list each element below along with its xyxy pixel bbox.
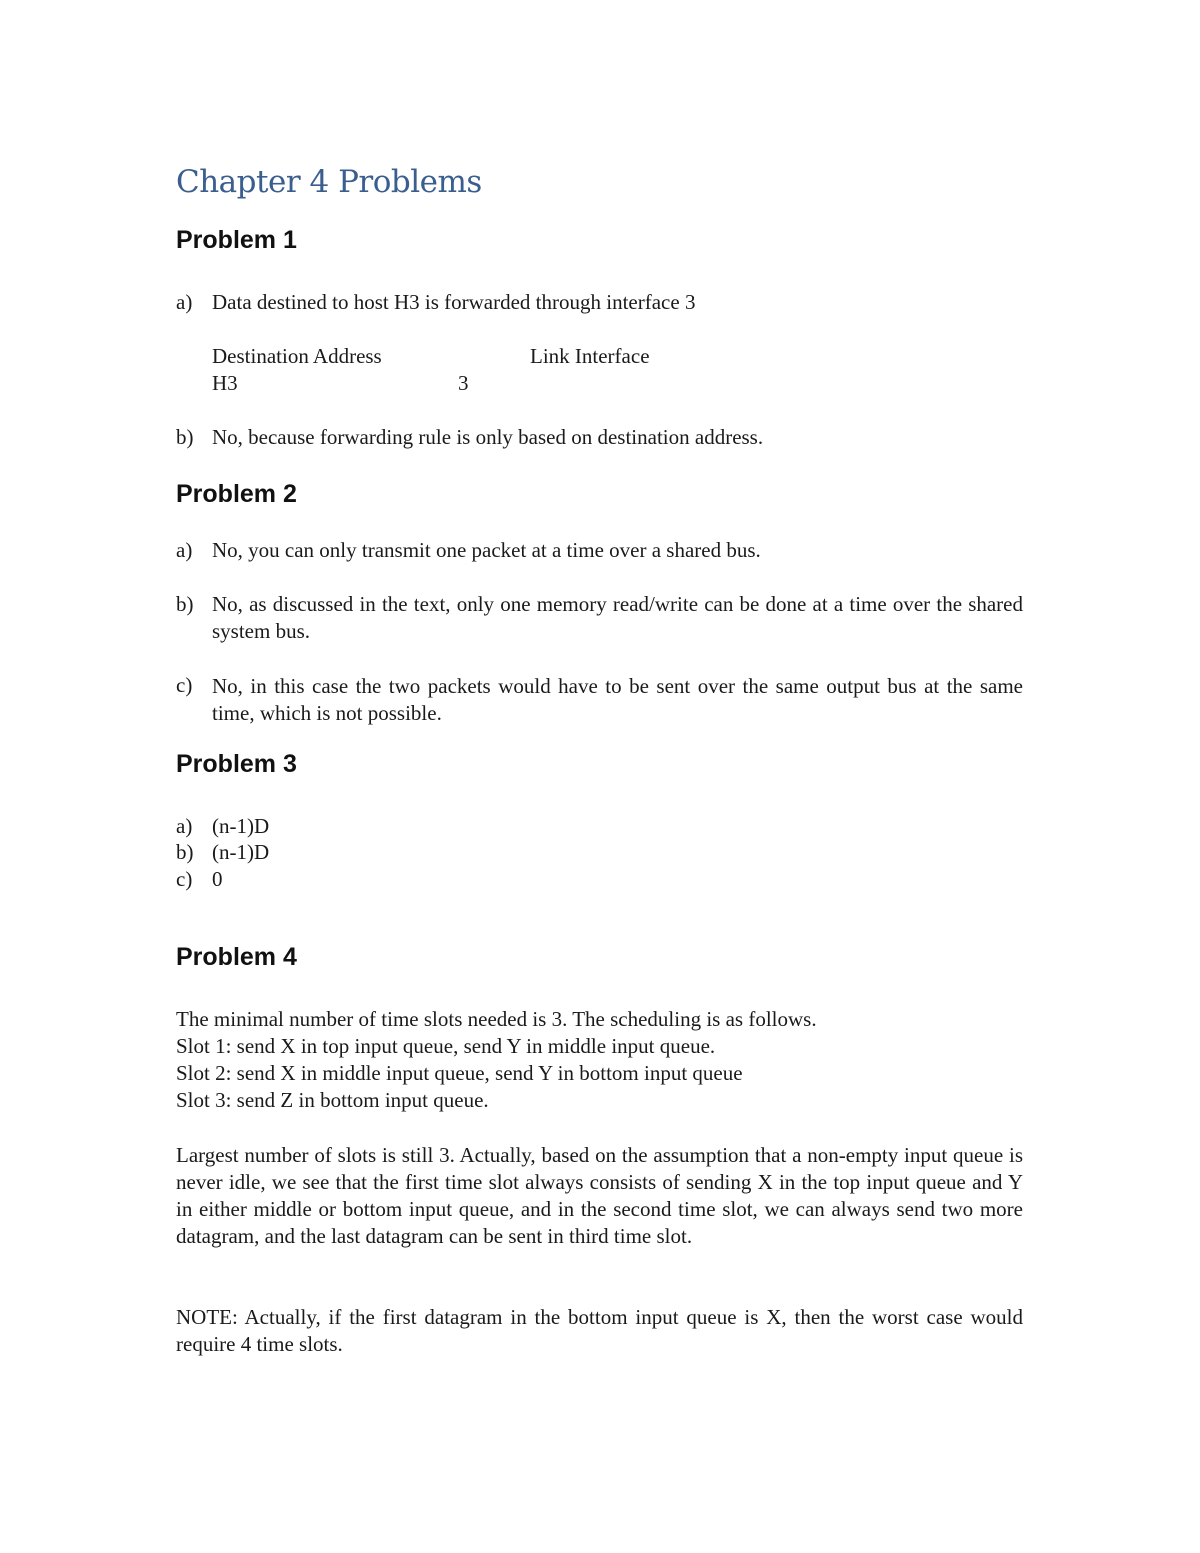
problem-2-b-text: No, as discussed in the text, only one memory read/write can be done at a time over the shared system bus.	[212, 592, 1023, 643]
problem-2-heading: Problem 2	[176, 480, 297, 508]
problem-4-line: The minimal number of time slots needed is 3. The scheduling is as follows.	[176, 1007, 817, 1031]
problem-1-a-text: Data destined to host H3 is forwarded through interface 3	[212, 290, 696, 314]
problem-1-heading: Problem 1	[176, 226, 297, 254]
problem-1-b-text: No, because forwarding rule is only based on destination address.	[212, 425, 764, 449]
problem-2-b-label: b)	[176, 592, 194, 616]
problem-3-b-label: b)	[176, 840, 194, 864]
problem-1-b-label: b)	[176, 425, 194, 449]
problem-1-a-label: a)	[176, 290, 193, 314]
problem-3-c-label: c)	[176, 867, 193, 891]
problem-3-a-label: a)	[176, 814, 193, 838]
problem-4-note: NOTE: Actually, if the first datagram in the bottom input queue is X, then the worst case would require 4 time slots.	[176, 1305, 1023, 1356]
problem-2-a-text: No, you can only transmit one packet at a time over a shared bus.	[212, 538, 761, 562]
problem-4-line: Slot 1: send X in top input queue, send Y in middle input queue.	[176, 1034, 716, 1058]
problem-3-a-text: (n-1)D	[212, 814, 270, 838]
problem-2-c-label: c)	[176, 673, 193, 697]
problem-4-paragraph: Largest number of slots is still 3. Actually, based on the assumption that a non-empty input queue is never idle, we see that the first time slot always consists of sending X in the top input queue and Y in either middle or bottom input queue, and in the second time slot, we can always send two more datagram, and the last datagram can be sent in third time slot.	[176, 1143, 1023, 1248]
chapter-title: Chapter 4 Problems	[176, 164, 482, 200]
problem-3-c-text: 0	[212, 867, 223, 891]
problem-2-c-text: No, in this case the two packets would have to be sent over the same output bus at the same time, which is not possible.	[212, 674, 1023, 725]
table-header-destination: Destination Address	[212, 344, 382, 368]
problem-4-heading: Problem 4	[176, 943, 297, 971]
table-cell-interface: 3	[458, 371, 469, 395]
table-header-link-interface: Link Interface	[530, 344, 650, 368]
problem-3-heading: Problem 3	[176, 750, 297, 778]
problem-2-a-label: a)	[176, 538, 193, 562]
problem-4-line: Slot 2: send X in middle input queue, send Y in bottom input queue	[176, 1061, 743, 1085]
problem-3-b-text: (n-1)D	[212, 840, 270, 864]
problem-4-line: Slot 3: send Z in bottom input queue.	[176, 1088, 489, 1112]
table-cell-destination: H3	[212, 371, 238, 395]
